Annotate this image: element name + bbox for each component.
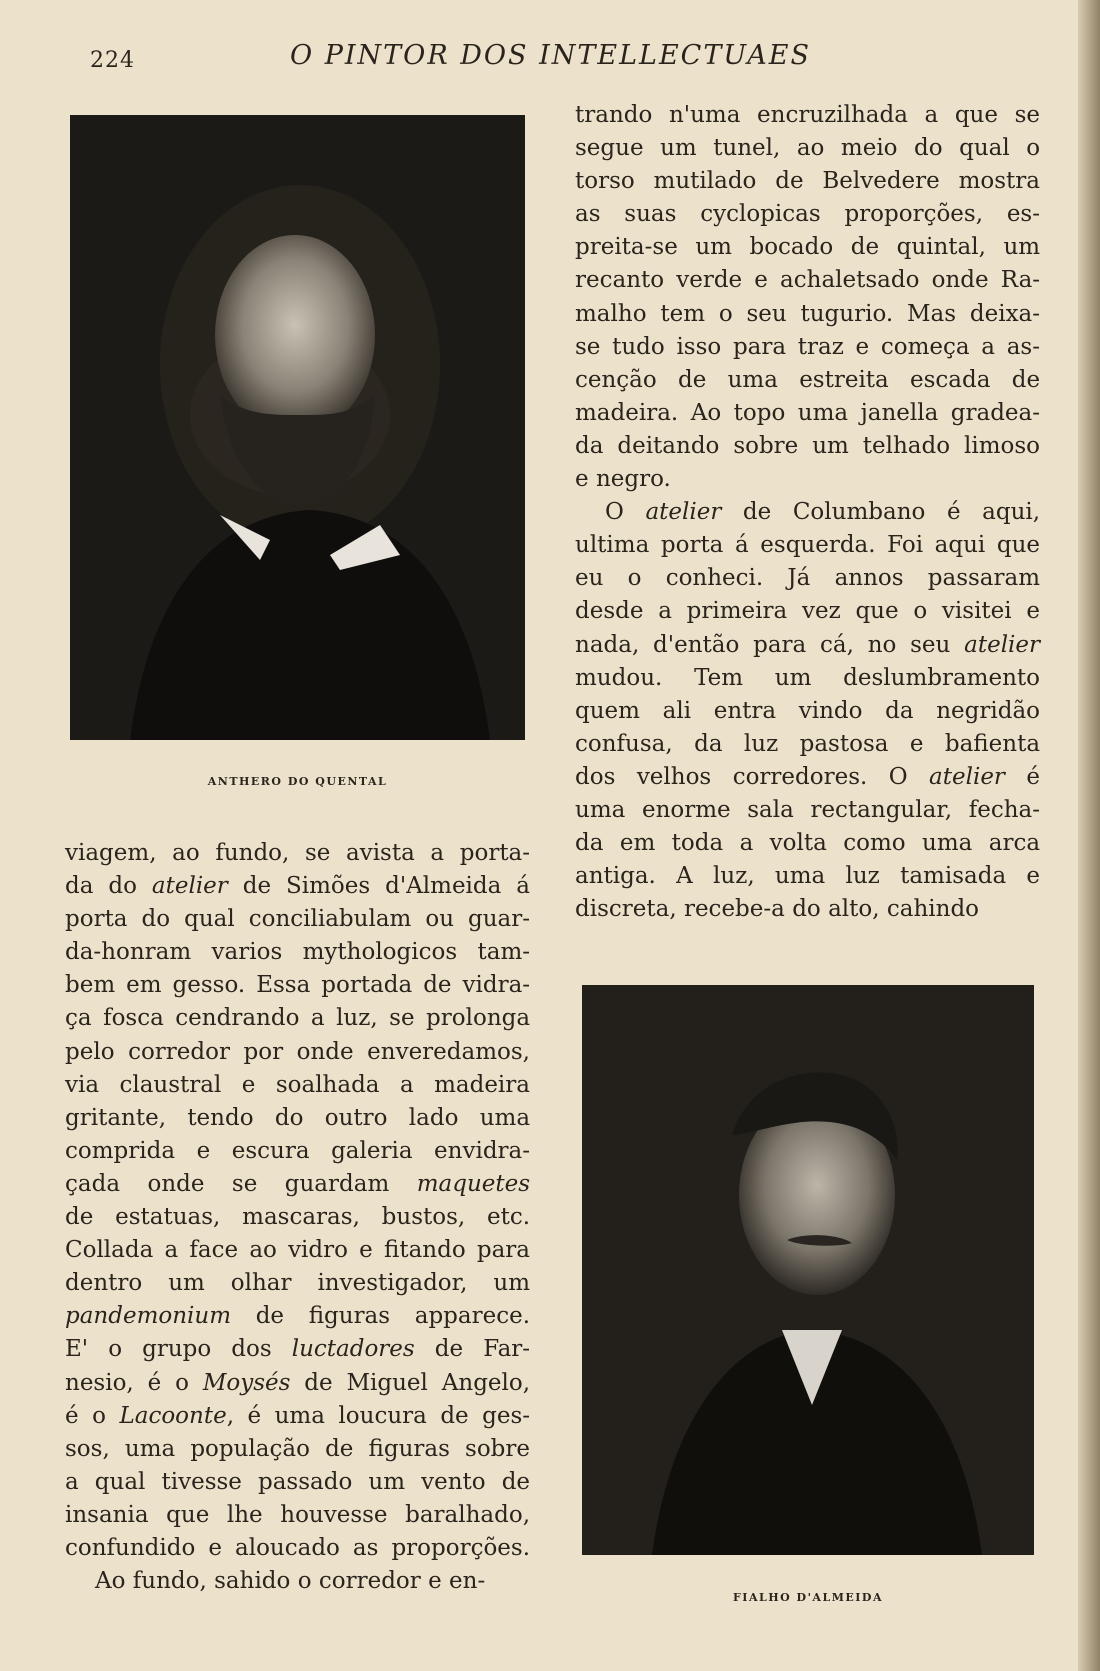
text-line: cenção de uma estreita escada de: [575, 366, 1041, 393]
text-line: comprida e escura galeria envidra-: [65, 1137, 531, 1164]
text-line: nesio, é o Moysés de Miguel Angelo,: [65, 1369, 531, 1396]
text-line: da deitando sobre um telhado limoso: [575, 432, 1041, 459]
text-line: trando n'uma encruzilhada a que se: [575, 102, 1040, 128]
text-line: torso mutilado de Belvedere mostra: [575, 168, 1040, 195]
text-line: confundido e aloucado as proporções.: [65, 1534, 531, 1561]
text-line: se tudo isso para traz e começa a as-: [575, 333, 1040, 360]
text-line: pandemonium de figuras apparece.: [65, 1303, 531, 1330]
running-title: O PINTOR DOS INTELLECTUAES: [290, 40, 811, 71]
text-line: çada onde se guardam maquetes: [65, 1170, 531, 1197]
text-line: da em toda a volta como uma arca: [575, 830, 1041, 857]
text-line: quem ali entra vindo da negridão: [575, 697, 1041, 724]
text-line: O atelier de Columbano é aqui,: [605, 499, 1041, 526]
text-line: e negro.: [575, 466, 671, 493]
text-line: gritante, tendo do outro lado uma: [65, 1104, 531, 1131]
text-line: bem em gesso. Essa portada de vidra-: [65, 972, 531, 999]
text-line: preita-se um bocado de quintal, um: [575, 234, 1041, 261]
portrait-photo-2: [582, 985, 1034, 1555]
text-line: confusa, da luz pastosa e bafienta: [575, 730, 1041, 757]
text-line: antiga. A luz, uma luz tamisada e: [575, 863, 1041, 890]
text-line: malho tem o seu tugurio. Mas deixa-: [575, 300, 1041, 327]
left-text-column: [65, 837, 530, 1598]
text-line: desde a primeira vez que o visitei e: [575, 598, 1040, 625]
text-line: nada, d'então para cá, no seu atelier: [575, 631, 1041, 658]
figure-caption-2: FIALHO D'ALMEIDA: [733, 1591, 883, 1604]
text-line: eu o conheci. Já annos passaram: [575, 565, 1041, 592]
text-line: dos velhos corredores. O atelier é: [575, 763, 1040, 790]
figure-caption-1: ANTHERO DO QUENTAL: [207, 775, 388, 788]
text-line: E' o grupo dos luctadores de Far-: [65, 1336, 531, 1363]
text-line: de estatuas, mascaras, bustos, etc.: [65, 1204, 531, 1231]
text-line: Ao fundo, sahido o corredor e en-: [95, 1568, 486, 1595]
text-line: dentro um olhar investigador, um: [65, 1270, 530, 1297]
text-line: as suas cyclopicas proporções, es-: [575, 201, 1040, 228]
text-line: recanto verde e achaletsado onde Ra-: [575, 267, 1041, 294]
text-line: pelo corredor por onde enveredamos,: [65, 1038, 530, 1065]
portrait-photo-1: [70, 115, 525, 740]
text-line: discreta, recebe-a do alto, cahindo: [575, 896, 980, 923]
text-line: Collada a face ao vidro e fitando para: [65, 1237, 531, 1264]
text-line: uma enorme sala rectangular, fecha-: [575, 796, 1041, 823]
text-line: ultima porta á esquerda. Foi aqui que: [575, 532, 1040, 559]
text-line: ça fosca cendrando a luz, se prolonga: [65, 1005, 531, 1032]
right-text-column: [575, 99, 1040, 926]
page-binding-edge: [1078, 0, 1100, 1671]
text-line: madeira. Ao topo uma janella gradea-: [575, 399, 1041, 426]
text-line: mudou. Tem um deslumbramento: [575, 664, 1041, 691]
text-line: via claustral e soalhada a madeira: [65, 1071, 530, 1098]
text-line: porta do qual conciliabulam ou guar-: [65, 906, 531, 933]
text-line: é o Lacoonte, é uma loucura de ges-: [65, 1402, 531, 1429]
text-line: a qual tivesse passado um vento de: [65, 1468, 531, 1495]
text-line: sos, uma população de figuras sobre: [65, 1435, 530, 1462]
page-number: 224: [90, 48, 135, 73]
text-line: viagem, ao fundo, se avista a porta-: [65, 840, 531, 866]
text-line: segue um tunel, ao meio do qual o: [575, 135, 1041, 162]
text-line: insania que lhe houvesse baralhado,: [65, 1501, 531, 1528]
text-line: da do atelier de Simões d'Almeida á: [65, 873, 531, 900]
text-line: da-honram varios mythologicos tam-: [65, 939, 531, 966]
